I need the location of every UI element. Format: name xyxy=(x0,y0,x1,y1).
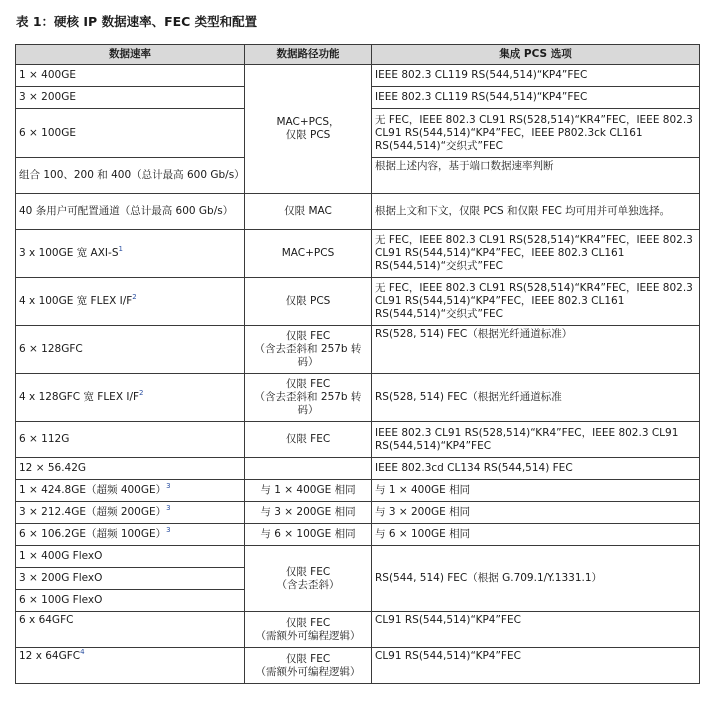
func-line: 仅限 FEC xyxy=(285,565,331,578)
func-line: （需额外可编程逻辑） xyxy=(255,665,361,678)
rate-cell: 6 × 100G FlexO xyxy=(16,590,245,612)
rate-cell xyxy=(16,374,245,422)
table-row xyxy=(16,374,700,422)
table-row xyxy=(16,230,700,278)
func-line: 码） xyxy=(297,404,319,416)
func-cell xyxy=(245,612,372,648)
pcs-cell: 与 6 × 100GE 相同 xyxy=(372,524,700,546)
rate-text: 3 × 212.4GE（超频 200GE） xyxy=(19,506,167,518)
func-line: 仅限 FEC xyxy=(285,652,331,665)
rate-text: 4 x 128GFC 宽 FLEX I/F xyxy=(19,391,140,403)
rate-cell: 6 × 100GE xyxy=(16,109,245,158)
table-row xyxy=(16,65,700,87)
header-data-rate: 数据速率 xyxy=(16,45,245,65)
func-cell xyxy=(245,648,372,684)
footnote-ref[interactable]: 2 xyxy=(132,292,137,301)
footnote-ref[interactable]: 3 xyxy=(166,481,171,490)
footnote-ref[interactable]: 4 xyxy=(80,647,85,656)
pcs-cell: 与 3 × 200GE 相同 xyxy=(372,502,700,524)
func-cell: 仅限 PCS xyxy=(245,278,372,326)
pcs-cell: IEEE 802.3cd CL134 RS(544,514) FEC xyxy=(372,458,700,480)
footnote-ref[interactable]: 3 xyxy=(166,503,171,512)
pcs-cell: 无 FEC，IEEE 802.3 CL91 RS(528,514)“KR4”FEC，IEEE 802.3 CL91 RS(544,514)“KP4”FEC，IEEE P802.3ck CL161 RS(544,514)“交织式”FEC xyxy=(372,109,700,158)
table-row xyxy=(16,546,700,568)
rate-text: 3 x 100GE 宽 AXI-S xyxy=(19,247,119,259)
rate-cell xyxy=(16,278,245,326)
fec-table xyxy=(15,44,700,684)
func-line: 仅限 FEC xyxy=(285,616,331,629)
rate-text: 1 × 424.8GE（超频 400GE） xyxy=(19,484,167,496)
func-cell xyxy=(245,546,372,612)
pcs-cell: RS(528, 514) FEC（根据光纤通道标准 xyxy=(372,374,700,422)
func-cell: 仅限 MAC xyxy=(245,194,372,230)
table-row xyxy=(16,458,700,480)
rate-text: 12 x 64GFC xyxy=(19,650,81,662)
func-line: 仅限 FEC xyxy=(285,378,331,390)
func-line: MAC+PCS， xyxy=(276,116,340,128)
rate-cell: 1 × 400G FlexO xyxy=(16,546,245,568)
pcs-cell: IEEE 802.3 CL119 RS(544,514)“KP4”FEC xyxy=(372,65,700,87)
header-pcs-options: 集成 PCS 选项 xyxy=(372,45,700,65)
func-line: （含去歪斜和 257b 转 xyxy=(254,343,362,355)
func-cell xyxy=(245,65,372,194)
pcs-cell: 无 FEC，IEEE 802.3 CL91 RS(528,514)“KR4”FEC，IEEE 802.3 CL91 RS(544,514)“KP4”FEC，IEEE 802.3 CL161 RS(544,514)“交织式”FEC xyxy=(372,230,700,278)
rate-cell: 1 × 400GE xyxy=(16,65,245,87)
table-row xyxy=(16,326,700,374)
table-row xyxy=(16,278,700,326)
footnote-ref[interactable]: 2 xyxy=(139,388,144,397)
func-line: 仅限 FEC xyxy=(285,330,331,342)
rate-cell: 40 条用户可配置通道（总计最高 600 Gb/s） xyxy=(16,194,245,230)
table-caption: 表 1：硬核 IP 数据速率、FEC 类型和配置 xyxy=(16,14,258,29)
rate-cell xyxy=(16,648,245,684)
func-line: 仅限 PCS xyxy=(285,129,331,141)
func-cell xyxy=(245,374,372,422)
func-cell xyxy=(245,326,372,374)
table-row xyxy=(16,502,700,524)
pcs-cell: 根据上述内容，基于端口数据速率判断 xyxy=(372,158,700,194)
table-row xyxy=(16,524,700,546)
rate-cell xyxy=(16,230,245,278)
table-row xyxy=(16,194,700,230)
table-row xyxy=(16,612,700,648)
func-line: （含去歪斜和 257b 转 xyxy=(254,391,362,403)
footnote-ref[interactable]: 3 xyxy=(166,525,171,534)
rate-cell: 3 × 200GE xyxy=(16,87,245,109)
func-cell: 与 3 × 200GE 相同 xyxy=(245,502,372,524)
rate-cell xyxy=(16,480,245,502)
func-line: 码） xyxy=(297,356,319,368)
rate-cell xyxy=(16,524,245,546)
pcs-cell: IEEE 802.3 CL91 RS(528,514)“KR4”FEC，IEEE 802.3 CL91 RS(544,514)“KP4”FEC xyxy=(372,422,700,458)
table-row xyxy=(16,648,700,684)
pcs-cell: 根据上文和下文，仅限 PCS 和仅限 FEC 均可用并可单独选择。 xyxy=(372,194,700,230)
rate-cell: 6 × 112G xyxy=(16,422,245,458)
pcs-cell: CL91 RS(544,514)“KP4”FEC xyxy=(372,648,700,684)
pcs-cell: RS(528, 514) FEC（根据光纤通道标准） xyxy=(372,326,700,374)
rate-cell: 组合 100、200 和 400（总计最高 600 Gb/s） xyxy=(16,158,245,194)
table-row xyxy=(16,422,700,458)
pcs-cell: IEEE 802.3 CL119 RS(544,514)“KP4”FEC xyxy=(372,87,700,109)
table-header-row xyxy=(16,45,700,65)
rate-text: 4 x 100GE 宽 FLEX I/F xyxy=(19,295,133,307)
rate-cell xyxy=(16,502,245,524)
func-line: （含去歪斜） xyxy=(276,578,340,591)
func-cell: MAC+PCS xyxy=(245,230,372,278)
func-cell: 与 1 × 400GE 相同 xyxy=(245,480,372,502)
func-cell: 与 6 × 100GE 相同 xyxy=(245,524,372,546)
footnote-ref[interactable]: 1 xyxy=(118,244,123,253)
table-row xyxy=(16,480,700,502)
rate-cell: 3 × 200G FlexO xyxy=(16,568,245,590)
rate-text: 6 × 106.2GE（超频 100GE） xyxy=(19,528,167,540)
rate-cell: 12 × 56.42G xyxy=(16,458,245,480)
func-cell: 仅限 FEC xyxy=(245,422,372,458)
pcs-cell: 与 1 × 400GE 相同 xyxy=(372,480,700,502)
rate-cell: 6 × 128GFC xyxy=(16,326,245,374)
header-datapath-function: 数据路径功能 xyxy=(245,45,372,65)
pcs-cell: RS(544, 514) FEC（根据 G.709.1/Y.1331.1） xyxy=(372,546,700,612)
pcs-cell: 无 FEC，IEEE 802.3 CL91 RS(528,514)“KR4”FEC，IEEE 802.3 CL91 RS(544,514)“KP4”FEC，IEEE 802.3 CL161 RS(544,514)“交织式”FEC xyxy=(372,278,700,326)
pcs-cell: CL91 RS(544,514)“KP4”FEC xyxy=(372,612,700,648)
func-cell xyxy=(245,458,372,480)
rate-cell: 6 x 64GFC xyxy=(16,612,245,648)
func-line: （需额外可编程逻辑） xyxy=(255,629,361,642)
